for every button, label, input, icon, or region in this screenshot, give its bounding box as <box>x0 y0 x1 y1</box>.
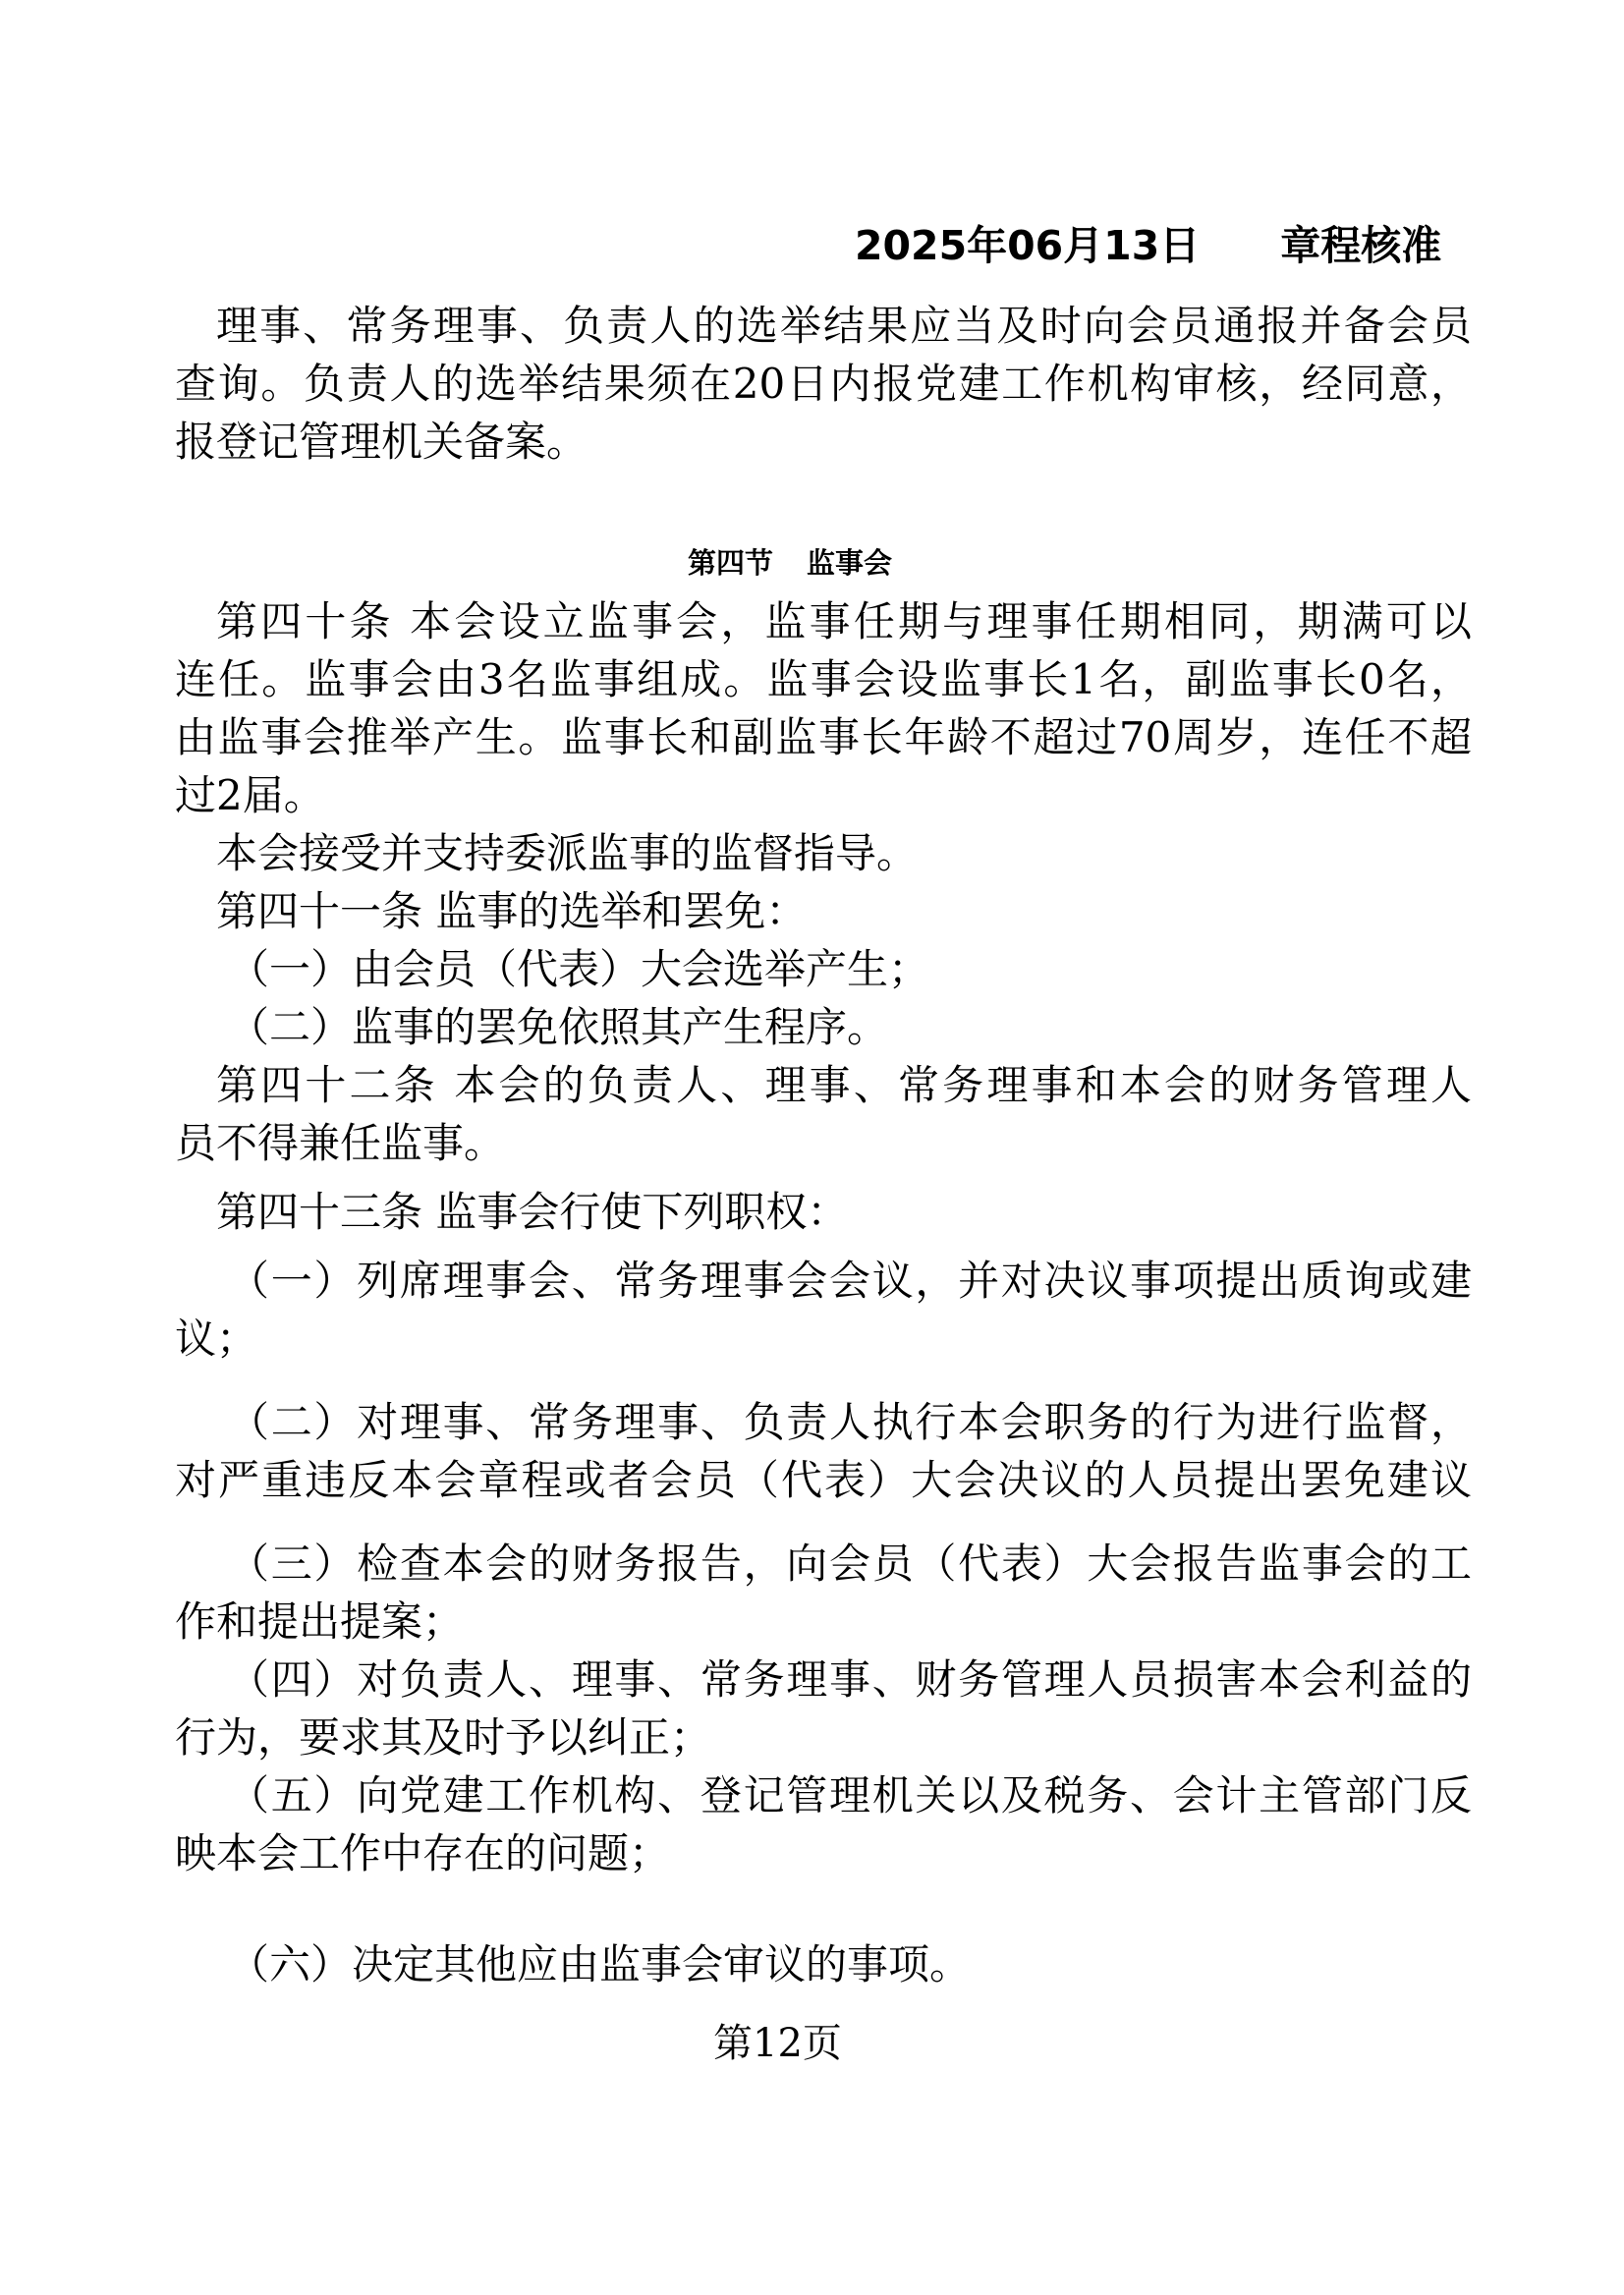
article-41-item: （二）监事的罢免依照其产生程序。 <box>228 1003 889 1051</box>
article-40-line: 连任。监事会由3名监事组成。监事会设监事长1名，副监事长0名， <box>175 655 1472 703</box>
approval-date: 2025年06月13日 <box>855 222 1201 269</box>
article-43-item-4: （四）对负责人、理事、常务理事、财务管理人员损害本会利益的 <box>228 1655 1472 1704</box>
paragraph-line: 查询。负责人的选举结果须在20日内报党建工作机构审核，经同意， <box>175 360 1472 408</box>
paragraph-line: 报登记管理机关备案。 <box>175 418 588 466</box>
paragraph-line: 理事、常务理事、负责人的选举结果应当及时向会员通报并备会员 <box>216 302 1472 350</box>
article-43-item-3: 作和提出提案； <box>175 1597 465 1646</box>
article-43-item-5: （五）向党建工作机构、登记管理机关以及税务、会计主管部门反 <box>228 1771 1472 1819</box>
article-40-extra: 本会接受并支持委派监事的监督指导。 <box>216 829 919 877</box>
article-43-item-2: 对严重违反本会章程或者会员（代表）大会决议的人员提出罢免建议 <box>175 1456 1472 1504</box>
article-43-title: 第四十三条 监事会行使下列职权： <box>216 1188 849 1236</box>
article-40-line: 第四十条 本会设立监事会，监事任期与理事任期相同，期满可以 <box>216 597 1472 645</box>
article-43-item-1: （一）列席理事会、常务理事会会议，并对决议事项提出质询或建 <box>228 1257 1472 1305</box>
article-43-item-3: （三）检查本会的财务报告，向会员（代表）大会报告监事会的工 <box>228 1539 1472 1588</box>
article-42-line: 第四十二条 本会的负责人、理事、常务理事和本会的财务管理人 <box>216 1061 1472 1109</box>
article-43-item-2: （二）对理事、常务理事、负责人执行本会职务的行为进行监督， <box>228 1398 1472 1446</box>
section-name: 监事会 <box>807 546 893 580</box>
article-40-line: 过2届。 <box>175 771 325 819</box>
article-43-item-4: 行为，要求其及时予以纠正； <box>175 1713 712 1762</box>
page-number: 第12页 <box>713 2021 842 2066</box>
article-43-item-1: 议； <box>175 1315 258 1363</box>
article-41-title: 第四十一条 监事的选举和罢免： <box>216 887 808 935</box>
article-42-line: 员不得兼任监事。 <box>175 1119 506 1167</box>
approval-header <box>855 216 1484 275</box>
approval-stamp: 章程核准 <box>1280 222 1442 269</box>
article-43-item-6: （六）决定其他应由监事会审议的事项。 <box>228 1940 972 1988</box>
article-43-item-5: 映本会工作中存在的问题； <box>175 1829 671 1877</box>
section-title <box>688 533 943 592</box>
article-40-line: 由监事会推举产生。监事长和副监事长年龄不超过70周岁，连任不超 <box>175 713 1472 761</box>
article-41-item: （一）由会员（代表）大会选举产生； <box>228 945 930 993</box>
section-number: 第四节 <box>688 546 774 580</box>
